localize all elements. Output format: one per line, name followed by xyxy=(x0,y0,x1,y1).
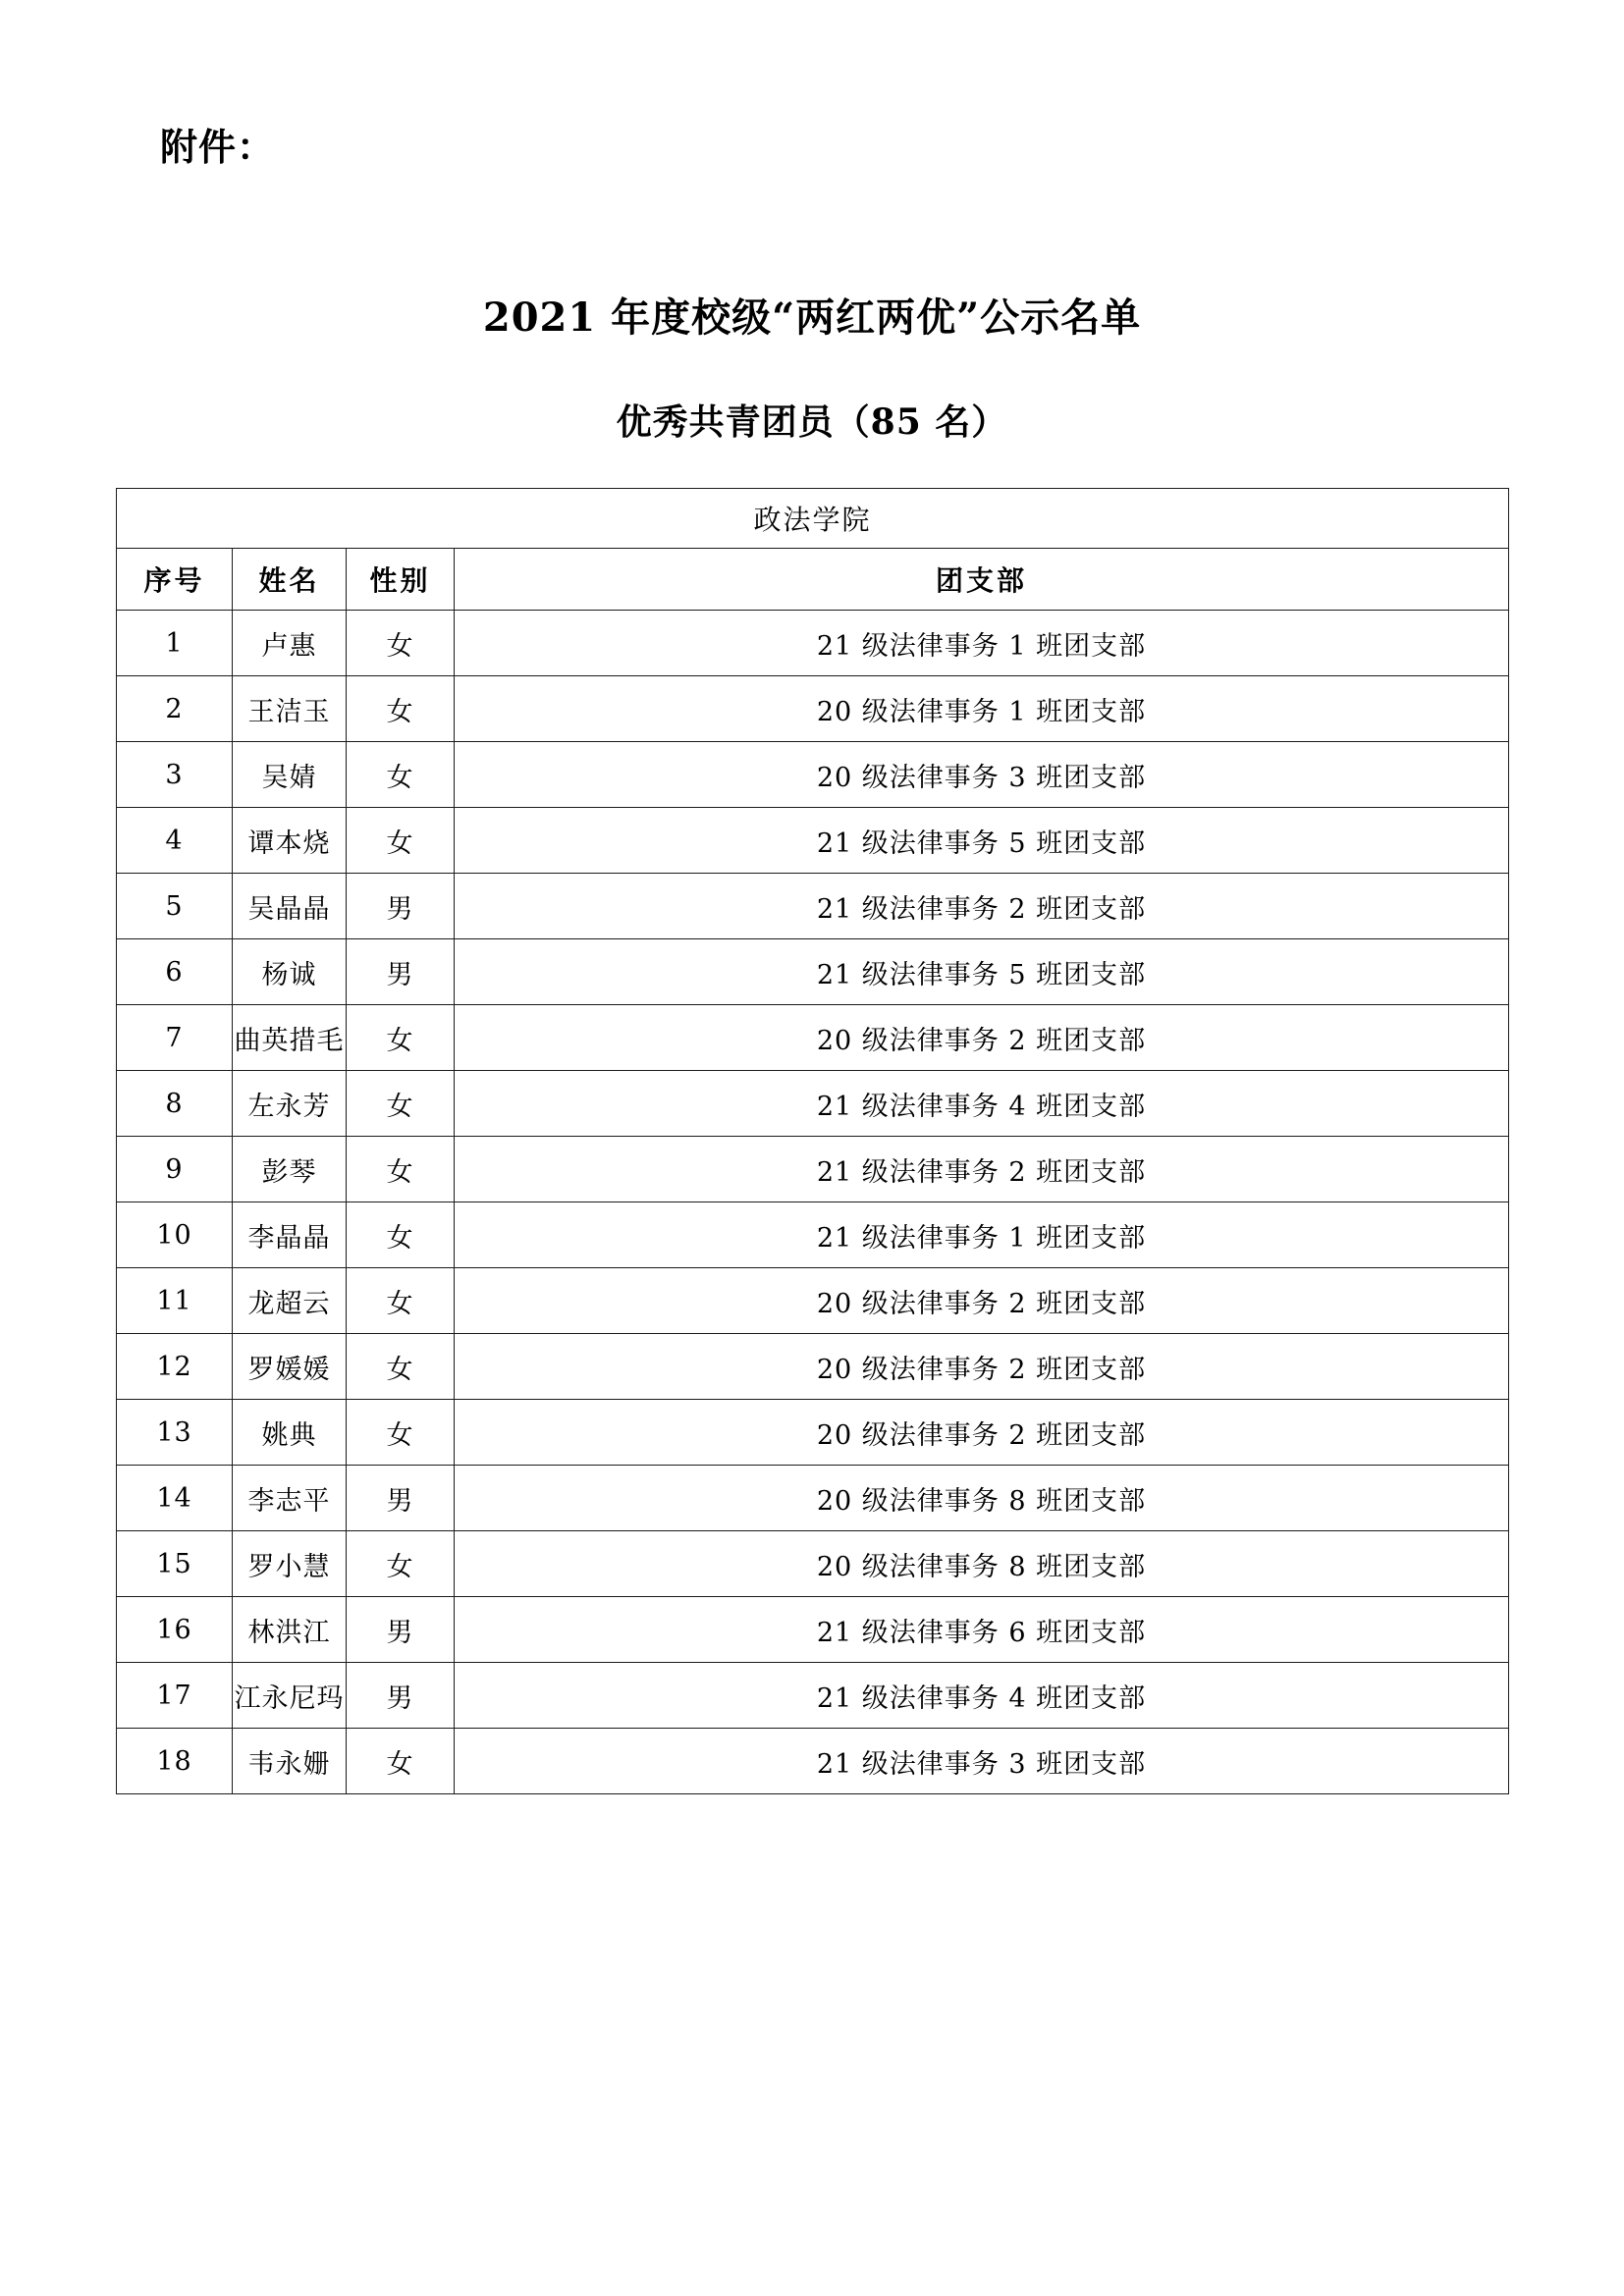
cell-name: 左永芳 xyxy=(233,1071,347,1137)
cell-branch: 21 级法律事务 4 班团支部 xyxy=(455,1071,1509,1137)
roster-table-body xyxy=(117,489,1509,1794)
cell-index: 17 xyxy=(117,1663,233,1729)
cell-branch: 20 级法律事务 3 班团支部 xyxy=(455,742,1509,808)
cell-gender: 女 xyxy=(347,1202,455,1268)
cell-index: 14 xyxy=(117,1466,233,1531)
cell-branch: 21 级法律事务 5 班团支部 xyxy=(455,939,1509,1005)
cell-index: 11 xyxy=(117,1268,233,1334)
cell-gender: 女 xyxy=(347,1137,455,1202)
cell-gender: 男 xyxy=(347,1597,455,1663)
table-header-row xyxy=(117,549,1509,611)
cell-name: 林洪江 xyxy=(233,1597,347,1663)
roster-table xyxy=(116,488,1509,1794)
cell-index: 8 xyxy=(117,1071,233,1137)
cell-branch: 20 级法律事务 1 班团支部 xyxy=(455,676,1509,742)
table-row xyxy=(117,611,1509,676)
cell-name: 谭本烧 xyxy=(233,808,347,874)
cell-branch: 21 级法律事务 1 班团支部 xyxy=(455,611,1509,676)
cell-index: 7 xyxy=(117,1005,233,1071)
cell-name: 姚典 xyxy=(233,1400,347,1466)
column-header-index: 序号 xyxy=(117,549,233,611)
cell-name: 彭琴 xyxy=(233,1137,347,1202)
cell-name: 吴婧 xyxy=(233,742,347,808)
cell-name: 吴晶晶 xyxy=(233,874,347,939)
cell-index: 15 xyxy=(117,1531,233,1597)
cell-name: 江永尼玛 xyxy=(233,1663,347,1729)
table-unit-row xyxy=(117,489,1509,549)
cell-name: 罗小慧 xyxy=(233,1531,347,1597)
cell-name: 李晶晶 xyxy=(233,1202,347,1268)
cell-branch: 21 级法律事务 5 班团支部 xyxy=(455,808,1509,874)
cell-gender: 女 xyxy=(347,611,455,676)
cell-index: 18 xyxy=(117,1729,233,1794)
cell-index: 12 xyxy=(117,1334,233,1400)
cell-index: 13 xyxy=(117,1400,233,1466)
table-row xyxy=(117,1400,1509,1466)
roster-table-container xyxy=(116,488,1508,1794)
cell-branch: 20 级法律事务 2 班团支部 xyxy=(455,1334,1509,1400)
cell-name: 李志平 xyxy=(233,1466,347,1531)
cell-gender: 女 xyxy=(347,808,455,874)
table-row xyxy=(117,1071,1509,1137)
cell-branch: 21 级法律事务 2 班团支部 xyxy=(455,1137,1509,1202)
table-row xyxy=(117,1531,1509,1597)
cell-gender: 女 xyxy=(347,1071,455,1137)
table-row xyxy=(117,1466,1509,1531)
table-row xyxy=(117,1137,1509,1202)
table-row xyxy=(117,874,1509,939)
table-row xyxy=(117,1202,1509,1268)
cell-gender: 女 xyxy=(347,1268,455,1334)
cell-index: 5 xyxy=(117,874,233,939)
table-row xyxy=(117,1663,1509,1729)
cell-index: 3 xyxy=(117,742,233,808)
cell-gender: 男 xyxy=(347,1663,455,1729)
table-row xyxy=(117,1597,1509,1663)
table-row xyxy=(117,676,1509,742)
cell-gender: 男 xyxy=(347,939,455,1005)
cell-branch: 20 级法律事务 2 班团支部 xyxy=(455,1268,1509,1334)
cell-index: 10 xyxy=(117,1202,233,1268)
cell-branch: 20 级法律事务 2 班团支部 xyxy=(455,1400,1509,1466)
column-header-branch: 团支部 xyxy=(455,549,1509,611)
cell-name: 曲英措毛 xyxy=(233,1005,347,1071)
cell-gender: 女 xyxy=(347,742,455,808)
cell-gender: 女 xyxy=(347,676,455,742)
cell-gender: 女 xyxy=(347,1334,455,1400)
cell-branch: 21 级法律事务 6 班团支部 xyxy=(455,1597,1509,1663)
table-row xyxy=(117,1005,1509,1071)
cell-branch: 20 级法律事务 2 班团支部 xyxy=(455,1005,1509,1071)
attachment-label: 附件： xyxy=(160,126,276,169)
page-subtitle: 优秀共青团员（85 名） xyxy=(616,401,1008,443)
cell-index: 2 xyxy=(117,676,233,742)
cell-name: 龙超云 xyxy=(233,1268,347,1334)
cell-index: 9 xyxy=(117,1137,233,1202)
cell-index: 16 xyxy=(117,1597,233,1663)
cell-index: 1 xyxy=(117,611,233,676)
table-row xyxy=(117,808,1509,874)
cell-name: 卢惠 xyxy=(233,611,347,676)
cell-branch: 21 级法律事务 3 班团支部 xyxy=(455,1729,1509,1794)
cell-gender: 女 xyxy=(347,1531,455,1597)
cell-index: 6 xyxy=(117,939,233,1005)
column-header-name: 姓名 xyxy=(233,549,347,611)
cell-gender: 女 xyxy=(347,1400,455,1466)
column-header-gender: 性别 xyxy=(347,549,455,611)
cell-branch: 20 级法律事务 8 班团支部 xyxy=(455,1531,1509,1597)
cell-branch: 21 级法律事务 1 班团支部 xyxy=(455,1202,1509,1268)
table-row xyxy=(117,1729,1509,1794)
table-row xyxy=(117,1334,1509,1400)
cell-gender: 男 xyxy=(347,874,455,939)
cell-branch: 21 级法律事务 2 班团支部 xyxy=(455,874,1509,939)
unit-name-cell: 政法学院 xyxy=(117,489,1509,549)
cell-gender: 女 xyxy=(347,1729,455,1794)
cell-gender: 女 xyxy=(347,1005,455,1071)
table-row xyxy=(117,939,1509,1005)
cell-name: 王洁玉 xyxy=(233,676,347,742)
table-row xyxy=(117,742,1509,808)
cell-branch: 20 级法律事务 8 班团支部 xyxy=(455,1466,1509,1531)
cell-gender: 男 xyxy=(347,1466,455,1531)
page-title: 2021 年度校级“两红两优”公示名单 xyxy=(482,294,1142,341)
cell-branch: 21 级法律事务 4 班团支部 xyxy=(455,1663,1509,1729)
cell-name: 罗媛媛 xyxy=(233,1334,347,1400)
cell-index: 4 xyxy=(117,808,233,874)
cell-name: 韦永姗 xyxy=(233,1729,347,1794)
table-row xyxy=(117,1268,1509,1334)
cell-name: 杨诚 xyxy=(233,939,347,1005)
